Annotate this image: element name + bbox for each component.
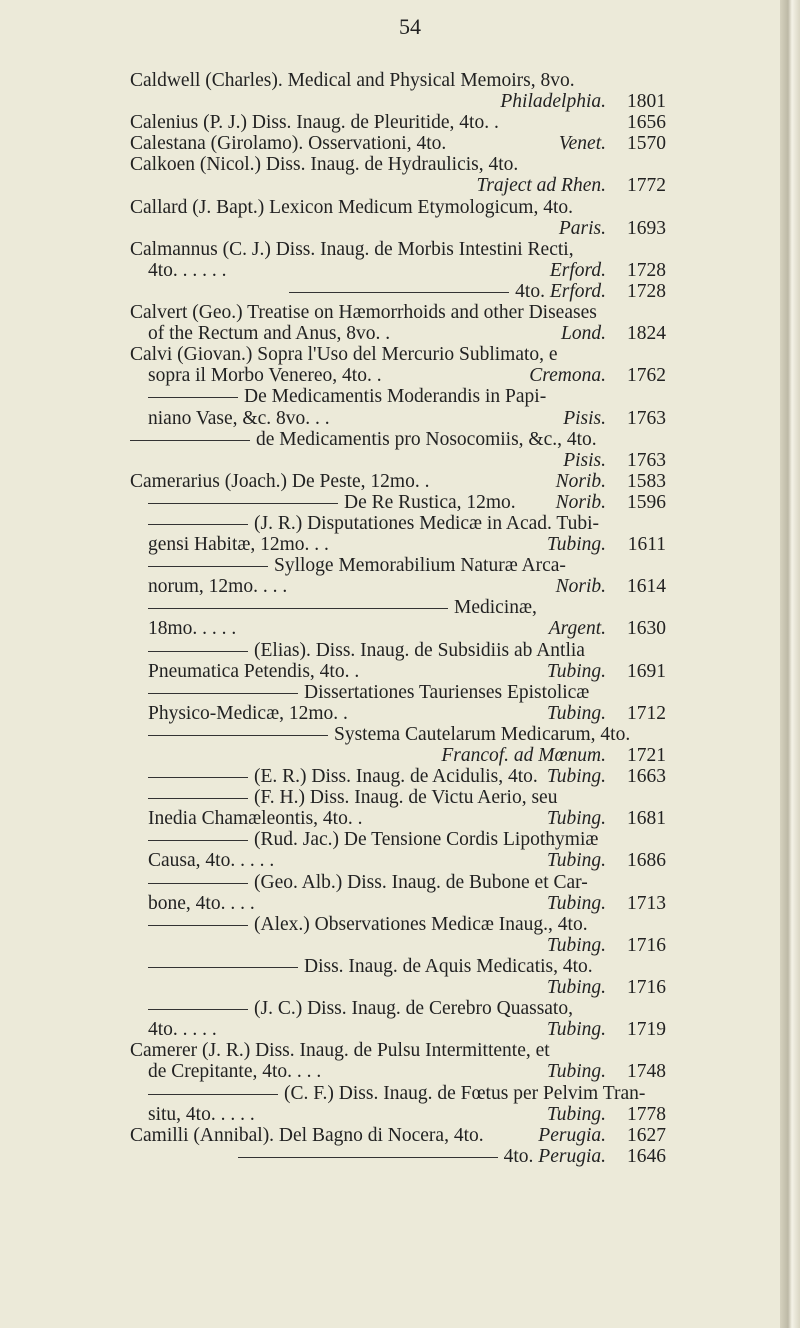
ditto-rule (148, 397, 238, 398)
catalogue-line (130, 935, 666, 956)
entry-text: (F. H.) Diss. Inaug. de Victu Aerio, seu (254, 787, 558, 809)
entry-text: bone, 4to. . . . (148, 892, 255, 914)
catalogue-line (130, 1083, 666, 1104)
entry-text: de Crepitante, 4to. . . . (148, 1061, 322, 1083)
entry-year: 1630 (627, 618, 666, 640)
entry-year: 1691 (627, 660, 666, 682)
catalogue-line (130, 534, 666, 555)
entry-place: Erford. (549, 280, 606, 302)
entry-text: gensi Habitæ, 12mo. . . (148, 534, 329, 556)
entry-text: Calmannus (C. J.) Diss. Inaug. de Morbis Intestini Recti, (130, 238, 574, 260)
entry-place: Paris. (558, 217, 606, 239)
entry-year: 1719 (627, 1019, 666, 1041)
entry-text: 4to. . . . . . (148, 259, 227, 281)
entry-text: 4to. . . . . (148, 1019, 217, 1041)
catalogue-line (130, 365, 666, 386)
entry-place: Tubing. (546, 534, 606, 556)
ditto-rule (130, 440, 250, 441)
entry-text: (J. C.) Diss. Inaug. de Cerebro Quassato, (254, 998, 573, 1020)
entry-year: 1801 (627, 91, 666, 113)
catalogue-line (130, 408, 666, 429)
entry-place: Venet. (558, 133, 606, 155)
catalogue-line (130, 808, 666, 829)
catalogue-line (130, 344, 666, 365)
entry-text: Systema Cautelarum Medicarum, 4to. (334, 723, 631, 745)
entry-year: 1728 (627, 259, 666, 281)
catalogue-line (130, 112, 666, 133)
catalogue-line (130, 1061, 666, 1082)
ditto-rule (148, 693, 298, 694)
entry-text: norum, 12mo. . . . (148, 576, 288, 598)
ditto-rule (289, 292, 509, 293)
entry-place: Tubing. (546, 702, 606, 724)
catalogue-line (130, 1104, 666, 1125)
entry-year: 1656 (627, 112, 666, 134)
catalogue-line (130, 175, 666, 196)
entry-text: sopra il Morbo Venereo, 4to. . (148, 365, 382, 387)
catalogue-line (130, 450, 666, 471)
entry-year: 1728 (627, 280, 666, 302)
entry-year: 1748 (627, 1061, 666, 1083)
entry-text: Pneumatica Petendis, 4to. . (148, 660, 360, 682)
entry-text: 18mo. . . . . (148, 618, 237, 640)
entry-text: de Medicamentis pro Nosocomiis, &c., 4to. (256, 428, 597, 450)
catalogue-line (130, 576, 666, 597)
entry-year: 1716 (627, 934, 666, 956)
ditto-rule (148, 798, 248, 799)
entry-year: 1686 (627, 850, 666, 872)
entry-text: Camerarius (Joach.) De Peste, 12mo. . (130, 470, 430, 492)
entry-text: Camilli (Annibal). Del Bagno di Nocera, 4to. (130, 1124, 484, 1146)
entry-place: Traject ad Rhen. (476, 175, 606, 197)
page-edge (780, 0, 800, 1328)
entry-year: 1614 (627, 576, 666, 598)
catalogue-line (130, 1146, 666, 1167)
ditto-rule (148, 925, 248, 926)
entry-year: 1693 (627, 217, 666, 239)
entry-place: Pisis. (563, 449, 606, 471)
entry-text: Calkoen (Nicol.) Diss. Inaug. de Hydraulicis, 4to. (130, 154, 519, 176)
catalogue-line (130, 977, 666, 998)
entry-place: Lond. (561, 323, 606, 345)
catalogue-line (130, 914, 666, 935)
ditto-rule (148, 735, 328, 736)
entry-text: Calvert (Geo.) Treatise on Hæmorrhoids and other Diseases (130, 302, 597, 324)
catalogue-line (130, 829, 666, 850)
entry-year: 1627 (627, 1124, 666, 1146)
entry-year: 1570 (627, 133, 666, 155)
entry-year: 1721 (627, 745, 666, 766)
catalogue-line (130, 471, 666, 492)
entry-place: Tubing. (546, 808, 606, 830)
entry-text: (Alex.) Observationes Medicæ Inaug., 4to. (254, 913, 588, 935)
ditto-rule (148, 967, 298, 968)
entry-year: 1763 (627, 449, 666, 471)
catalogue-line (130, 513, 666, 534)
entry-place: Argent. (548, 618, 606, 640)
entry-text: (Elias). Diss. Inaug. de Subsidiis ab Antlia (254, 639, 585, 661)
catalogue-entries (130, 70, 666, 1167)
catalogue-line (130, 429, 666, 450)
catalogue-line (130, 260, 666, 281)
ditto-rule (148, 503, 338, 504)
ditto-rule (148, 777, 248, 778)
entry-text: De Re Rustica, 12mo. (344, 491, 516, 513)
catalogue-line (130, 682, 666, 703)
catalogue-line (130, 133, 666, 154)
ditto-rule (148, 840, 248, 841)
catalogue-line (130, 618, 666, 639)
entry-place: Philadelphia. (500, 91, 606, 113)
entry-year: 1583 (627, 470, 666, 492)
catalogue-line (130, 1040, 666, 1061)
entry-text: Calenius (P. J.) Diss. Inaug. de Pleuritide, 4to. . (130, 112, 499, 134)
catalogue-line (130, 766, 666, 787)
entry-text: Sylloge Memorabilium Naturæ Arca- (274, 555, 566, 577)
entry-text: niano Vase, &c. 8vo. . . (148, 407, 330, 429)
entry-place: Norib. (555, 491, 606, 513)
catalogue-line (130, 872, 666, 893)
entry-place: Francof. ad Mœnum. (441, 745, 606, 766)
ditto-rule (148, 566, 268, 567)
entry-place: Tubing. (546, 1019, 606, 1041)
entry-year: 1778 (627, 1103, 666, 1125)
entry-year: 1762 (627, 365, 666, 387)
entry-year: 1713 (627, 892, 666, 914)
catalogue-line (130, 70, 666, 91)
ditto-rule (148, 1094, 278, 1095)
catalogue-line (130, 91, 666, 112)
catalogue-line (130, 154, 666, 175)
catalogue-line (130, 745, 666, 766)
catalogue-line (130, 323, 666, 344)
catalogue-line (130, 787, 666, 808)
catalogue-line (130, 239, 666, 260)
catalogue-line (130, 1019, 666, 1040)
entry-text: (J. R.) Disputationes Medicæ in Acad. Tubi- (254, 512, 600, 534)
entry-text: 4to. (515, 280, 550, 302)
entry-text: Calestana (Girolamo). Osservationi, 4to. (130, 133, 447, 155)
entry-text: Physico-Medicæ, 12mo. . (148, 702, 348, 724)
page-number: 54 (399, 14, 421, 39)
entry-text: Camerer (J. R.) Diss. Inaug. de Pulsu Intermittente, et (130, 1040, 550, 1062)
catalogue-line (130, 197, 666, 218)
entry-place: Tubing. (546, 1061, 606, 1083)
entry-text: De Medicamentis Moderandis in Papi- (244, 386, 547, 408)
entry-place: Tubing. (546, 660, 606, 682)
entry-text: Causa, 4to. . . . . (148, 850, 275, 872)
entry-place: Tubing. (546, 766, 606, 788)
ditto-rule (148, 1009, 248, 1010)
entry-place: Tubing. (546, 850, 606, 872)
entry-text: (C. F.) Diss. Inaug. de Fœtus per Pelvim Tran- (284, 1082, 646, 1104)
entry-text: 4to. (503, 1145, 539, 1167)
entry-text: Inedia Chamæleontis, 4to. . (148, 808, 363, 830)
catalogue-line (130, 703, 666, 724)
entry-year: 1663 (627, 766, 666, 788)
catalogue-line (130, 661, 666, 682)
entry-place: Perugia. (538, 1145, 606, 1167)
entry-text: situ, 4to. . . . . (148, 1103, 255, 1125)
catalogue-line (130, 724, 666, 745)
catalogue-line (130, 218, 666, 239)
entry-place: Tubing. (546, 892, 606, 914)
entry-year: 1763 (627, 407, 666, 429)
catalogue-line (130, 640, 666, 661)
catalogue-line (130, 893, 666, 914)
entry-year: 1646 (627, 1145, 666, 1167)
entry-year: 1712 (627, 702, 666, 724)
entry-year: 1596 (627, 491, 666, 513)
ditto-rule (238, 1157, 498, 1158)
entry-year: 1716 (627, 977, 666, 999)
entry-year: 1772 (627, 175, 666, 197)
catalogue-line (130, 386, 666, 407)
entry-year: 1611 (627, 534, 666, 556)
entry-text: (E. R.) Diss. Inaug. de Acidulis, 4to. (254, 766, 538, 788)
entry-text: Diss. Inaug. de Aquis Medicatis, 4to. (304, 955, 593, 977)
catalogue-line (130, 998, 666, 1019)
entry-place: Erford. (549, 259, 606, 281)
catalogue-line (130, 1125, 666, 1146)
catalogue-line (130, 555, 666, 576)
entry-text: Calvi (Giovan.) Sopra l'Uso del Mercurio Sublimato, e (130, 344, 558, 366)
entry-text: of the Rectum and Anus, 8vo. . (148, 323, 391, 345)
entry-text: Medicinæ, (454, 597, 537, 619)
catalogue-line (130, 281, 666, 302)
entry-text: Caldwell (Charles). Medical and Physical Memoirs, 8vo. (130, 70, 575, 91)
entry-place: Cremona. (529, 365, 606, 387)
entry-place: Tubing. (546, 977, 606, 999)
catalogue-line (130, 492, 666, 513)
entry-place: Tubing. (546, 1103, 606, 1125)
entry-place: Tubing. (546, 934, 606, 956)
catalogue-line (130, 956, 666, 977)
catalogue-line (130, 302, 666, 323)
entry-text: (Rud. Jac.) De Tensione Cordis Lipothymiæ (254, 829, 599, 851)
entry-text: Callard (J. Bapt.) Lexicon Medicum Etymologicum, 4to. (130, 196, 573, 218)
entry-year: 1824 (627, 323, 666, 345)
catalogue-line (130, 850, 666, 871)
ditto-rule (148, 524, 248, 525)
ditto-rule (148, 883, 248, 884)
entry-year: 1681 (627, 808, 666, 830)
entry-place: Norib. (555, 576, 606, 598)
entry-text: (Geo. Alb.) Diss. Inaug. de Bubone et Car- (254, 871, 588, 893)
catalogue-line (130, 597, 666, 618)
entry-text: Dissertationes Taurienses Epistolicæ (304, 681, 590, 703)
ditto-rule (148, 651, 248, 652)
entry-place: Pisis. (563, 407, 606, 429)
entry-place: Norib. (555, 470, 606, 492)
entry-place: Perugia. (538, 1124, 606, 1146)
ditto-rule (148, 608, 448, 609)
